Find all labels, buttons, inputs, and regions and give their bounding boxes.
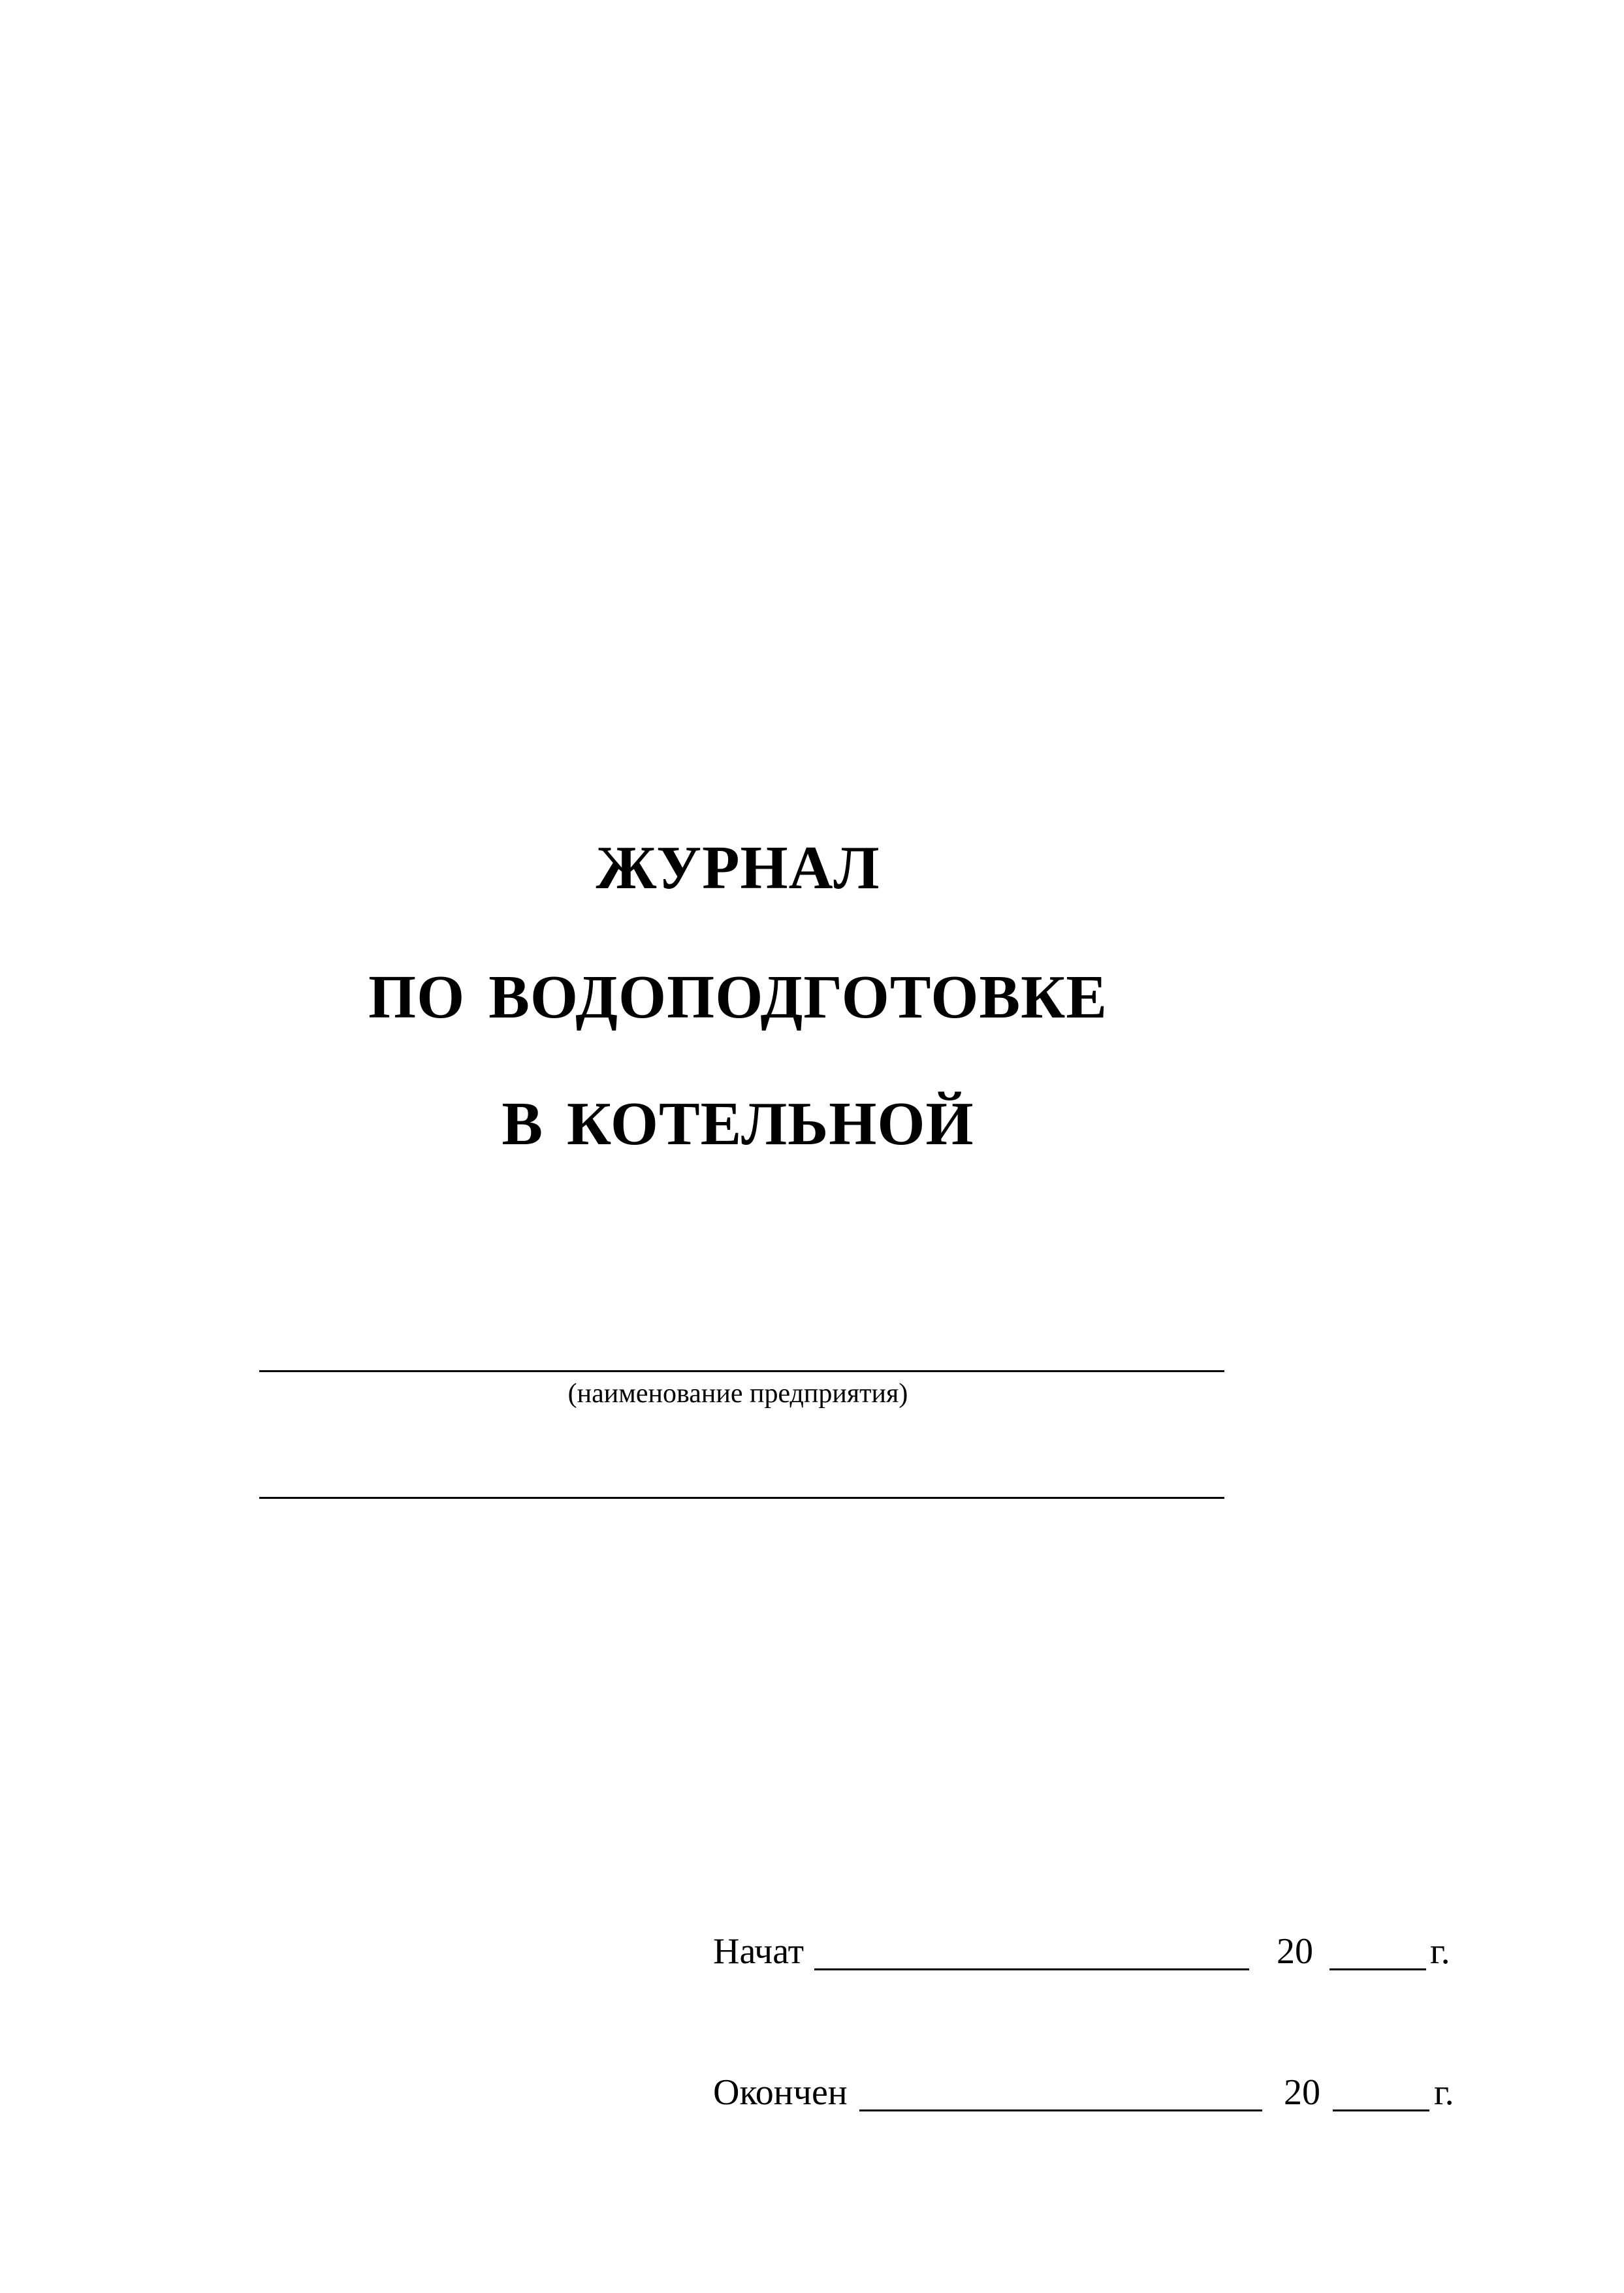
end-date-blank[interactable] xyxy=(859,2109,1262,2111)
end-year-suffix: г. xyxy=(1434,2072,1454,2113)
title-line-journal xyxy=(596,834,880,902)
enterprise-name-line[interactable] xyxy=(259,1370,1224,1372)
title-word-kotelnoy: КОТЕЛЬНОЙ xyxy=(567,1090,974,1158)
start-date-blank[interactable] xyxy=(814,1968,1249,1970)
title-journal-text: ЖУРНАЛ xyxy=(596,834,880,902)
end-date-row xyxy=(0,2074,1624,2120)
title-line-boiler-room xyxy=(502,1090,974,1158)
start-year-suffix: г. xyxy=(1430,1931,1450,1972)
title-word-vodopodgotovke: ВОДОПОДГОТОВКЕ xyxy=(488,963,1108,1031)
title-word-po: ПО xyxy=(368,963,466,1031)
title-line-water-treatment xyxy=(368,963,1108,1031)
enterprise-name-second-line[interactable] xyxy=(259,1497,1224,1499)
end-year-blank[interactable] xyxy=(1333,2109,1429,2111)
start-year-blank[interactable] xyxy=(1329,1968,1426,1970)
title-word-v: В xyxy=(502,1090,544,1158)
end-label: Окончен xyxy=(713,2072,848,2113)
start-label: Начат xyxy=(713,1931,804,1972)
start-date-row xyxy=(0,1933,1624,1979)
start-year-prefix: 20 xyxy=(1277,1931,1313,1972)
end-year-prefix: 20 xyxy=(1284,2072,1320,2113)
enterprise-name-caption: (наименование предприятия) xyxy=(567,1379,908,1409)
